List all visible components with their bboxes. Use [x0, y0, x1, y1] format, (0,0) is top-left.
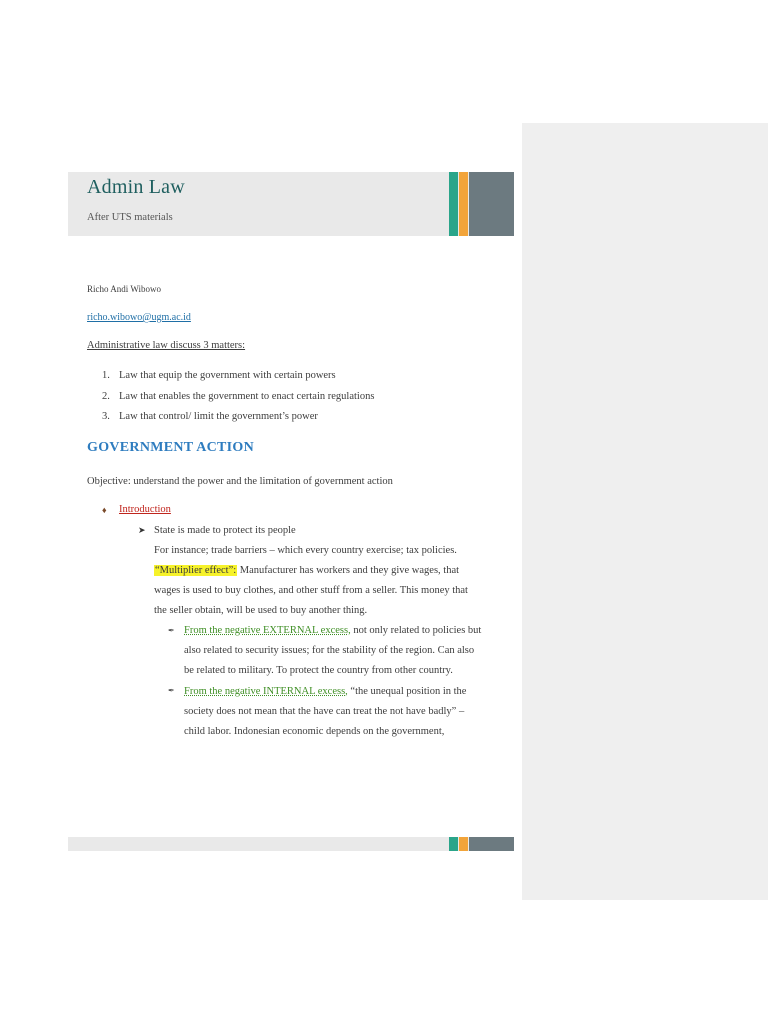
- paragraph-line: wages is used to buy clothes, and other stuff from a seller. This money that: [154, 585, 468, 596]
- introduction-link[interactable]: Introduction: [119, 504, 171, 515]
- paragraph-line: the seller obtain, will be used to buy another thing.: [154, 605, 368, 616]
- document-title: Admin Law: [87, 176, 185, 198]
- multiplier-effect-highlight: “Multiplier effect”:: [155, 565, 237, 576]
- paragraph-line: child labor. Indonesian economic depends on the government,: [184, 726, 445, 737]
- list-text: Law that equip the government with certain powers: [119, 370, 336, 381]
- list-text: Law that enables the government to enact certain regulations: [119, 391, 375, 402]
- paragraph-line: For instance; trade barriers – which every country exercise; tax policies.: [154, 545, 457, 556]
- paragraph-line: society does not mean that the have can treat the not have badly” –: [184, 706, 465, 717]
- list-text: Law that control/ limit the government’s power: [119, 411, 318, 422]
- footer-stripe-orange: [459, 837, 468, 851]
- header-stripe-teal: [449, 172, 458, 236]
- paragraph-line: be related to military. To protect the country from other country.: [184, 665, 453, 676]
- arrow-bullet-icon: ➤: [138, 525, 146, 535]
- list-number: 3.: [102, 411, 110, 422]
- paragraph-text: “the unequal position in the: [347, 686, 467, 697]
- author-name: Richo Andi Wibowo: [87, 284, 161, 294]
- pen-bullet-icon: ✒: [168, 626, 175, 635]
- paragraph-line: [184, 686, 466, 697]
- paragraph-text: Manufacturer has workers and they give wages, that: [237, 565, 460, 576]
- paragraph-line: [154, 565, 459, 576]
- footer-stripe-slate: [469, 837, 514, 851]
- paragraph-line: [184, 625, 481, 636]
- pen-bullet-icon: ✒: [168, 686, 175, 695]
- matters-intro: Administrative law discuss 3 matters:: [87, 340, 246, 351]
- header-stripe-orange: [459, 172, 468, 236]
- author-email-link[interactable]: richo.wibowo@ugm.ac.id: [87, 312, 191, 323]
- point-text: State is made to protect its people: [154, 525, 296, 536]
- paragraph-text: not only related to policies but: [350, 625, 482, 636]
- header-stripe-slate: [469, 172, 514, 236]
- external-excess-link[interactable]: From the negative EXTERNAL excess,: [184, 625, 351, 636]
- paragraph-line: also related to security issues; for the stability of the region. Can also: [184, 645, 475, 656]
- document-subtitle: After UTS materials: [87, 212, 173, 223]
- list-number: 1.: [102, 370, 110, 381]
- diamond-bullet-icon: ♦: [102, 505, 107, 515]
- footer-stripe-teal: [449, 837, 458, 851]
- comment-pane: [522, 123, 768, 900]
- footer-band: [68, 837, 514, 851]
- section-heading: GOVERNMENT ACTION: [87, 440, 255, 455]
- list-number: 2.: [102, 391, 110, 402]
- internal-excess-link[interactable]: From the negative INTERNAL excess,: [184, 686, 348, 697]
- objective-text: Objective: understand the power and the limitation of government action: [87, 476, 393, 487]
